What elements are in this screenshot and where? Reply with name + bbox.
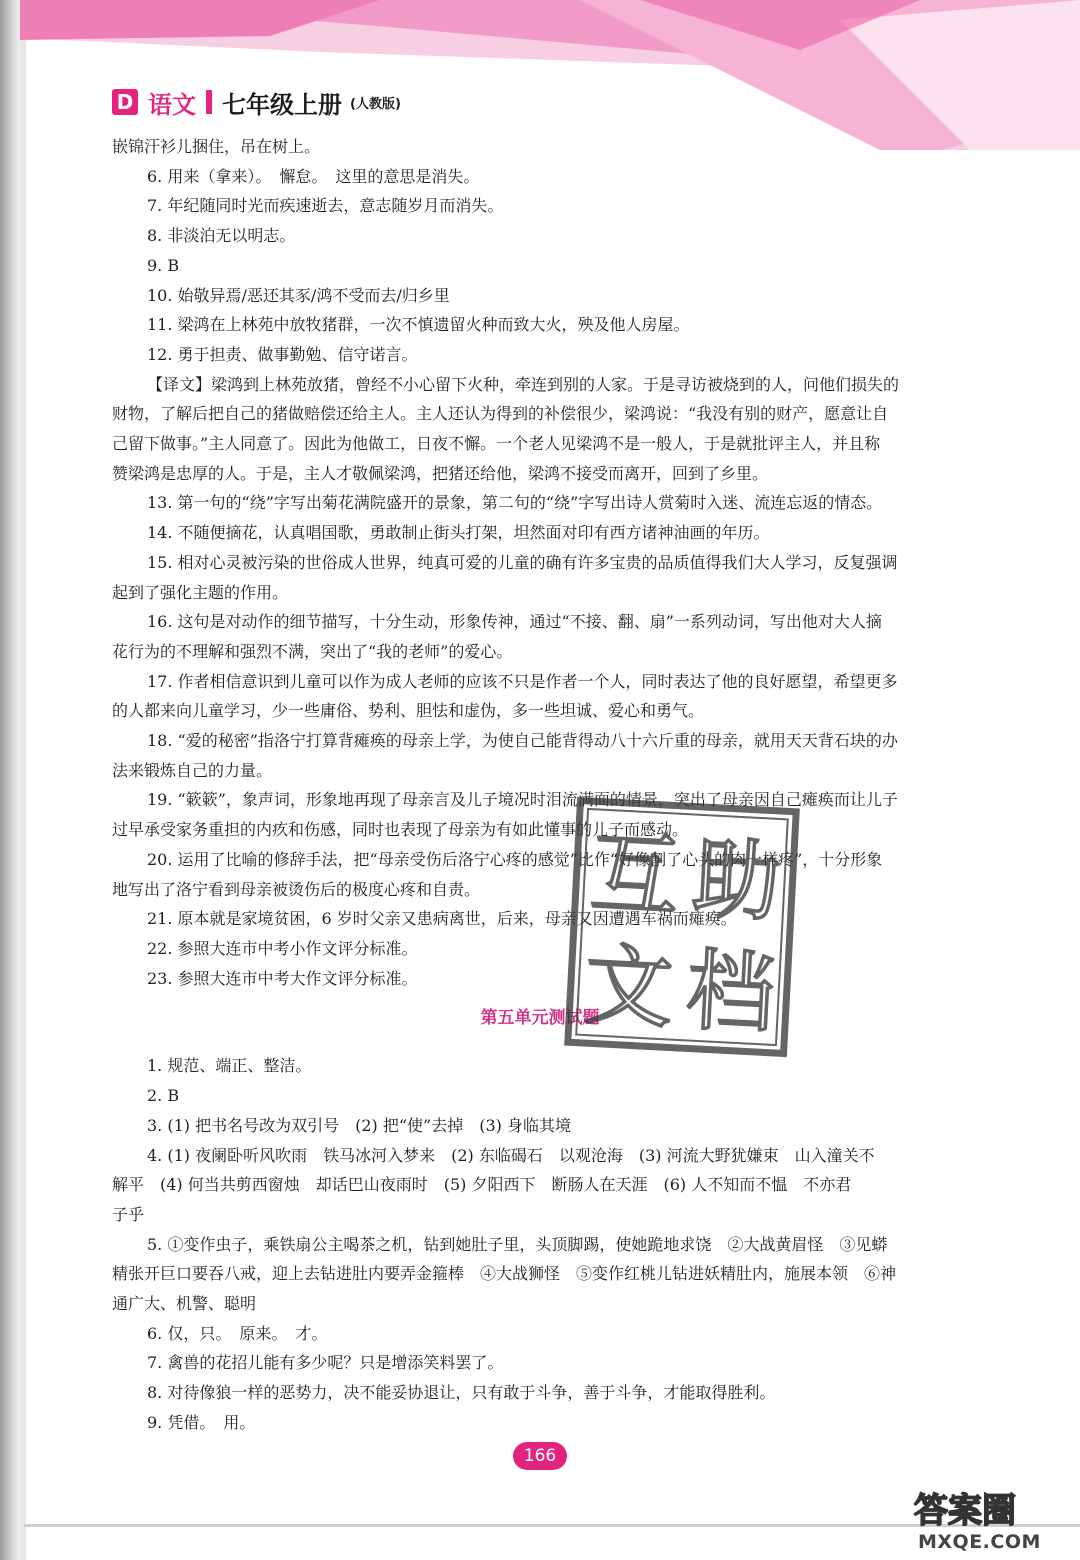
answer-content — [112, 132, 972, 1438]
answer-line: 5. ①变作虫子，乘铁扇公主喝茶之机，钻到她肚子里，头顶脚踢，使她跪地求饶 ②大战黄眉怪 ③见蟒 — [147, 1234, 888, 1254]
answer-line: 8. 对待像狼一样的恶势力，决不能妥协退让，只有敢于斗争，善于斗争，才能取得胜利。 — [147, 1383, 776, 1403]
answer-line: 12. 勇于担责、做事勤勉、信守诺言。 — [147, 344, 418, 364]
answer-line: 16. 这句是对动作的细节描写，十分生动，形象传神，通过“不接、翻、扇”一系列动词，写出他对大人摘 — [147, 612, 882, 632]
answer-line: 23. 参照大连市中考大作文评分标准。 — [147, 968, 418, 988]
answer-line: 22. 参照大连市中考小作文评分标准。 — [147, 938, 418, 958]
answer-line: 19. “簌簌”，象声词，形象地再现了母亲言及儿子境况时泪流满面的情景，突出了母亲因自己瘫痪而让儿子 — [147, 790, 898, 810]
answer-line: 花行为的不理解和强烈不满，突出了“我的老师”的爱心。 — [112, 641, 513, 661]
stamp-char-4: 档 — [684, 938, 778, 1046]
answer-line: 地写出了洛宁看到母亲被烫伤后的极度心疼和自责。 — [112, 879, 481, 899]
grade-label: 七年级上册 — [222, 90, 342, 119]
answer-line: 6. 仅，只。 原来。 才。 — [147, 1323, 328, 1343]
page-edge — [20, 0, 26, 1560]
answer-line: 2. B — [147, 1086, 180, 1106]
answer-line: 精张开巨口要吞八戒，迎上去钻进肚内要弄金箍棒 ④大战狮怪 ⑤变作红桃儿钻进妖精肚内，施展本领 ⑥神 — [112, 1264, 897, 1284]
answer-line: 15. 相对心灵被污染的世俗成人世界，纯真可爱的儿童的确有许多宝贵的品质值得我们大人学习，反复强调 — [147, 552, 898, 572]
answers-unit5 — [112, 1051, 972, 1437]
answer-line: 4. (1) 夜阑卧听风吹雨 铁马冰河入梦来 (2) 东临碣石 以观沧海 (3) 河流大野犹嫌束 山入潼关不 — [147, 1145, 875, 1165]
answer-line: 20. 运用了比喻的修辞手法，把“母亲受伤后洛宁心疼的感觉”比作“好像割了心头的肉一样疼”，十分形象 — [147, 849, 883, 869]
answer-line: 解平 (4) 何当共剪西窗烛 却话巴山夜雨时 (5) 夕阳西下 断肠人在天涯 (6) 人不知而不愠 不亦君 — [112, 1175, 852, 1195]
answer-line: 7. 年纪随同时光而疾速逝去，意志随岁月而消失。 — [147, 196, 504, 216]
answer-line: 9. 凭借。 用。 — [147, 1412, 256, 1432]
level-badge: D — [112, 89, 138, 115]
answer-line: 1. 规范、端正、整洁。 — [147, 1056, 312, 1076]
watermark-url: MXQE.COM — [918, 1531, 1041, 1553]
section-title: 第五单元测试题 — [480, 1008, 600, 1028]
answer-line: 8. 非淡泊无以明志。 — [147, 226, 296, 246]
answer-line: 法来锻炼自己的力量。 — [112, 760, 273, 780]
answer-line: 己留下做事。”主人同意了。因此为他做工，日夜不懈。一个老人见梁鸿不是一般人，于是就批评主人，并且称 — [112, 434, 881, 454]
edition-label: (人教版) — [350, 96, 401, 112]
answer-line: 的人都来向儿童学习，少一些庸俗、势利、胆怯和虚伪，多一些坦诚、爱心和勇气。 — [112, 701, 705, 721]
page-number: 166 — [513, 1442, 567, 1470]
answer-line: 财物，了解后把自己的猪做赔偿还给主人。主人还认为得到的补偿很少，梁鸿说：“我没有别的财产，愿意让自 — [112, 404, 889, 424]
answer-line: 7. 禽兽的花招儿能有多少呢？只是增添笑料罢了。 — [147, 1353, 504, 1373]
watermark-logo-text: 答案圈 — [914, 1491, 1016, 1531]
answer-line: 嵌锦汗衫儿捆住，吊在树上。 — [112, 137, 321, 156]
header-banner — [20, 0, 1080, 150]
answer-line: 3. (1) 把书名号改为双引号 (2) 把“使”去掉 (3) 身临其境 — [147, 1115, 571, 1135]
book-spine-shadow — [0, 0, 20, 1560]
answer-line: 9. B — [147, 255, 180, 275]
answer-line: 18. “爱的秘密”指洛宁打算背瘫痪的母亲上学，为使自己能背得动八十六斤重的母亲，就用天天背石块的办 — [147, 731, 898, 751]
running-header — [112, 86, 401, 118]
answer-line: 11. 梁鸿在上林苑中放牧猪群，一次不慎遗留火种而致大火，殃及他人房屋。 — [147, 315, 690, 335]
answer-line: 17. 作者相信意识到儿童可以作为成人老师的应该不只是作者一个人，同时表达了他的良好愿望，希望更多 — [147, 671, 898, 691]
answer-line: 13. 第一句的“绕”字写出菊花满院盛开的景象，第二句的“绕”字写出诗人赏菊时入迷、流连忘返的情态。 — [147, 493, 883, 513]
stamp-seal — [562, 796, 802, 1058]
header-divider — [206, 90, 212, 114]
answers-unit4 — [112, 132, 972, 993]
answer-line: 14. 不随便摘花，认真唱国歌，勇敢制止街头打架，坦然面对印有西方诸神油画的年历。 — [147, 523, 770, 543]
answer-line: 起到了强化主题的作用。 — [112, 582, 289, 602]
subject-label: 语文 — [148, 90, 196, 119]
stamp-char-3: 文 — [582, 933, 676, 1041]
stamp-char-2: 助 — [689, 826, 784, 935]
answer-line: 赞梁鸿是忠厚的人。于是，主人才敬佩梁鸿，把猪还给他，梁鸿不接受而离开，回到了乡里。 — [112, 463, 769, 483]
answer-line: 子乎 — [112, 1204, 145, 1224]
answer-line: 【译文】梁鸿到上林苑放猪，曾经不小心留下火种，牵连到别的人家。于是寻访被烧到的人，问他们损失的 — [147, 374, 900, 394]
answer-line: 过早承受家务重担的内疚和伤感，同时也表现了母亲为有如此懂事的儿子而感动。 — [112, 820, 689, 840]
answer-line: 10. 始敬异焉/恶还其豕/鸿不受而去/归乡里 — [147, 285, 450, 305]
stamp-char-1: 互 — [588, 821, 682, 929]
answer-line: 6. 用来（拿来）。 懈怠。 这里的意思是消失。 — [147, 166, 480, 186]
answer-line: 21. 原本就是家境贫困，6 岁时父亲又患病离世，后来，母亲又因遭遇车祸而瘫痪。 — [147, 909, 737, 929]
answer-line: 通广大、机警、聪明 — [112, 1294, 257, 1314]
